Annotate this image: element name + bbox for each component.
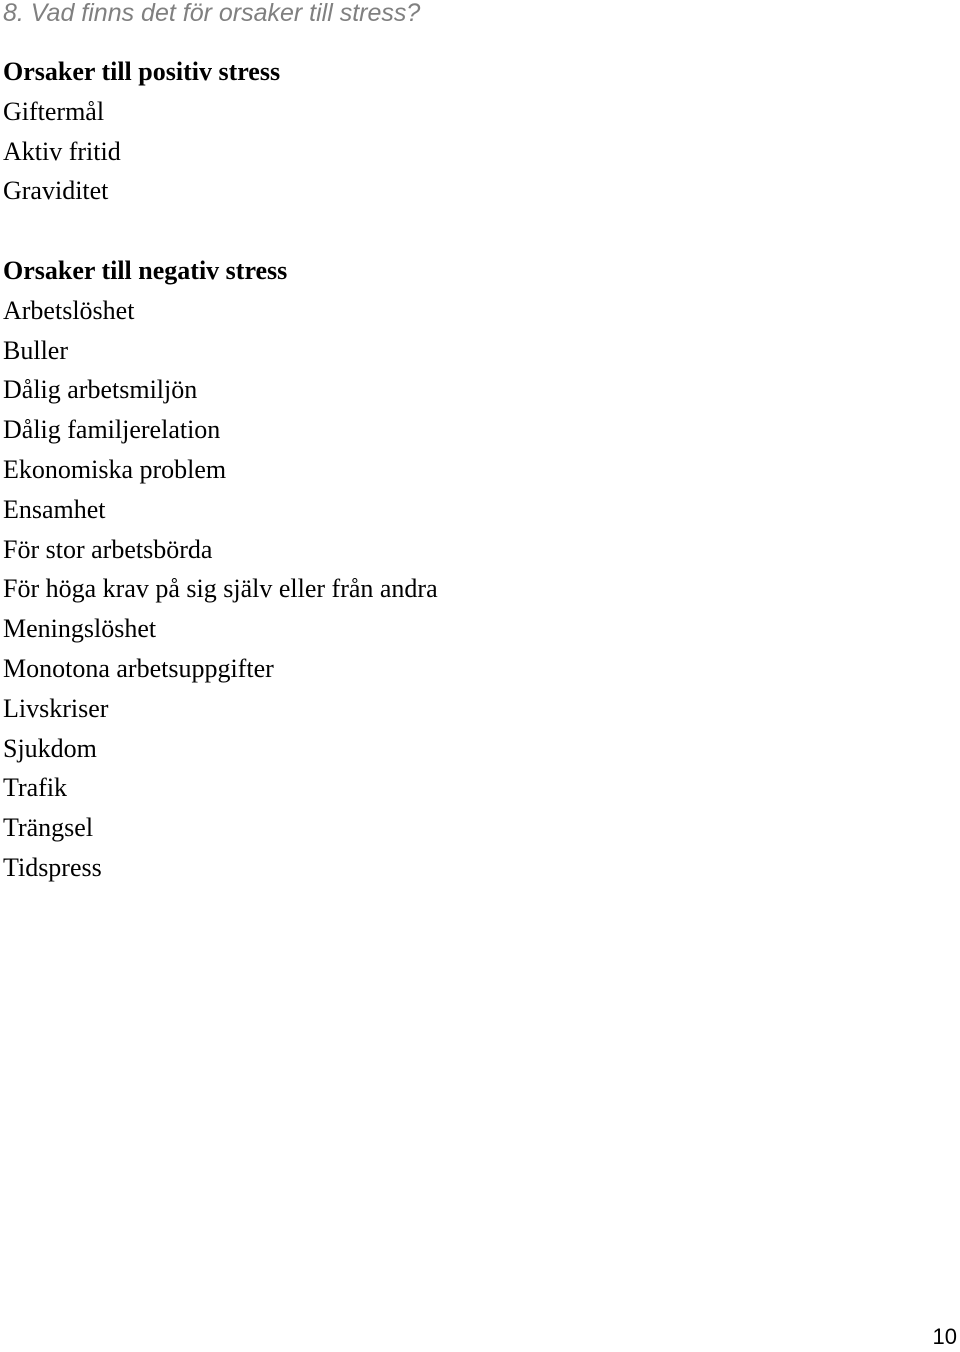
list-item: Meningslöshet (3, 614, 157, 644)
positive-stress-title: Orsaker till positiv stress (3, 57, 281, 86)
positive-stress-list (3, 92, 280, 211)
list-item: Ekonomiska problem (3, 454, 227, 484)
list-item: För höga krav på sig själv eller från andra (3, 574, 438, 604)
list-item: Livskriser (3, 693, 109, 723)
list-item: Dålig familjerelation (3, 415, 221, 445)
list-item: Sjukdom (3, 733, 97, 763)
list-item: Monotona arbetsuppgifter (3, 653, 274, 683)
question-heading: 8. Vad finns det för orsaker till stress? (3, 0, 421, 27)
list-item: För stor arbetsbörda (3, 534, 213, 564)
list-item: Ensamhet (3, 494, 106, 524)
list-item: Giftermål (3, 96, 105, 126)
negative-stress-section (3, 251, 438, 888)
list-item: Tidspress (3, 852, 102, 882)
list-item: Graviditet (3, 176, 109, 206)
list-item: Trafik (3, 773, 68, 803)
list-item: Buller (3, 335, 68, 365)
list-item: Arbetslöshet (3, 295, 135, 325)
negative-stress-title: Orsaker till negativ stress (3, 256, 288, 285)
list-item: Dålig arbetsmiljön (3, 375, 198, 405)
list-item: Aktiv fritid (3, 136, 121, 166)
page-number: 10 (932, 1324, 957, 1349)
positive-stress-section (3, 52, 280, 211)
negative-stress-list (3, 291, 438, 888)
list-item: Trängsel (3, 813, 94, 843)
